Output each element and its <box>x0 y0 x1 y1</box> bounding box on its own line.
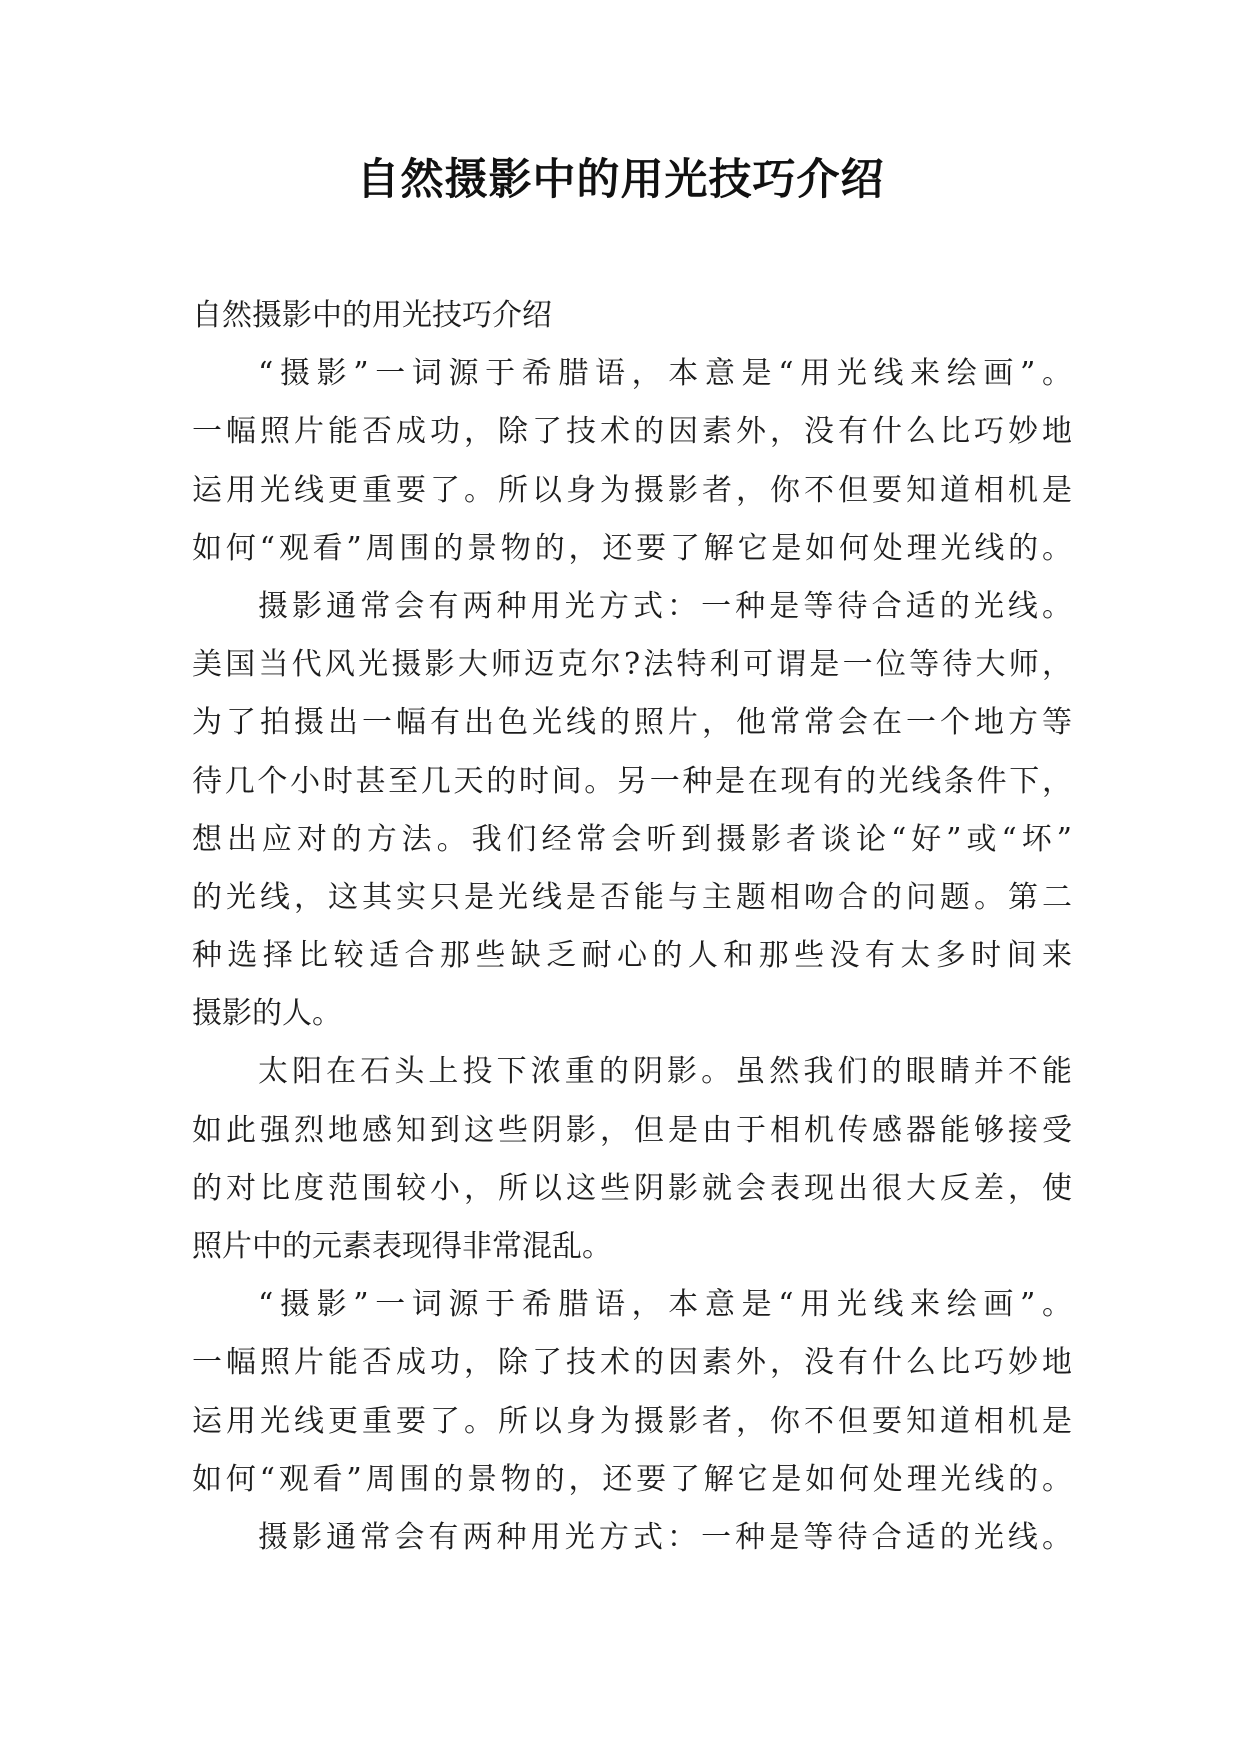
text-line: 摄影的人。 <box>192 996 342 1032</box>
text-line: 运用光线更重要了。所以身为摄影者，你不但要知道相机是 <box>192 1403 1072 1439</box>
text-line: “摄影”一词源于希腊语，本意是“用光线来绘画”。 <box>258 1287 1072 1323</box>
document-title: 自然摄影中的用光技巧介绍 <box>356 155 885 205</box>
text-line: 的光线，这其实只是光线是否能与主题相吻合的问题。第二 <box>192 879 1072 915</box>
text-line: “摄影”一词源于希腊语，本意是“用光线来绘画”。 <box>258 356 1072 392</box>
text-line: 为了拍摄出一幅有出色光线的照片，他常常会在一个地方等 <box>192 705 1072 741</box>
text-line: 美国当代风光摄影大师迈克尔?法特利可谓是一位等待大师， <box>192 647 1072 683</box>
text-line: 想出应对的方法。我们经常会听到摄影者谈论“好”或“坏” <box>192 821 1072 857</box>
text-line: 照片中的元素表现得非常混乱。 <box>192 1229 612 1264</box>
text-line: 自然摄影中的用光技巧介绍 <box>192 298 552 333</box>
text-line: 摄影通常会有两种用光方式：一种是等待合适的光线。 <box>258 588 1072 624</box>
text-line: 如何“观看”周围的景物的，还要了解它是如何处理光线的。 <box>192 1461 1072 1497</box>
text-line: 太阳在石头上投下浓重的阴影。虽然我们的眼睛并不能 <box>258 1054 1072 1090</box>
text-line: 运用光线更重要了。所以身为摄影者，你不但要知道相机是 <box>192 472 1072 508</box>
document-body <box>192 287 1072 1567</box>
text-line: 一幅照片能否成功，除了技术的因素外，没有什么比巧妙地 <box>192 1345 1072 1381</box>
text-line: 待几个小时甚至几天的时间。另一种是在现有的光线条件下， <box>192 763 1072 799</box>
text-line: 如何“观看”周围的景物的，还要了解它是如何处理光线的。 <box>192 530 1072 566</box>
text-line: 一幅照片能否成功，除了技术的因素外，没有什么比巧妙地 <box>192 414 1072 450</box>
text-line: 如此强烈地感知到这些阴影，但是由于相机传感器能够接受 <box>192 1112 1072 1148</box>
text-line: 的对比度范围较小，所以这些阴影就会表现出很大反差，使 <box>192 1170 1072 1206</box>
text-line: 种选择比较适合那些缺乏耐心的人和那些没有太多时间来 <box>192 938 1072 974</box>
text-line: 摄影通常会有两种用光方式：一种是等待合适的光线。 <box>258 1519 1072 1555</box>
